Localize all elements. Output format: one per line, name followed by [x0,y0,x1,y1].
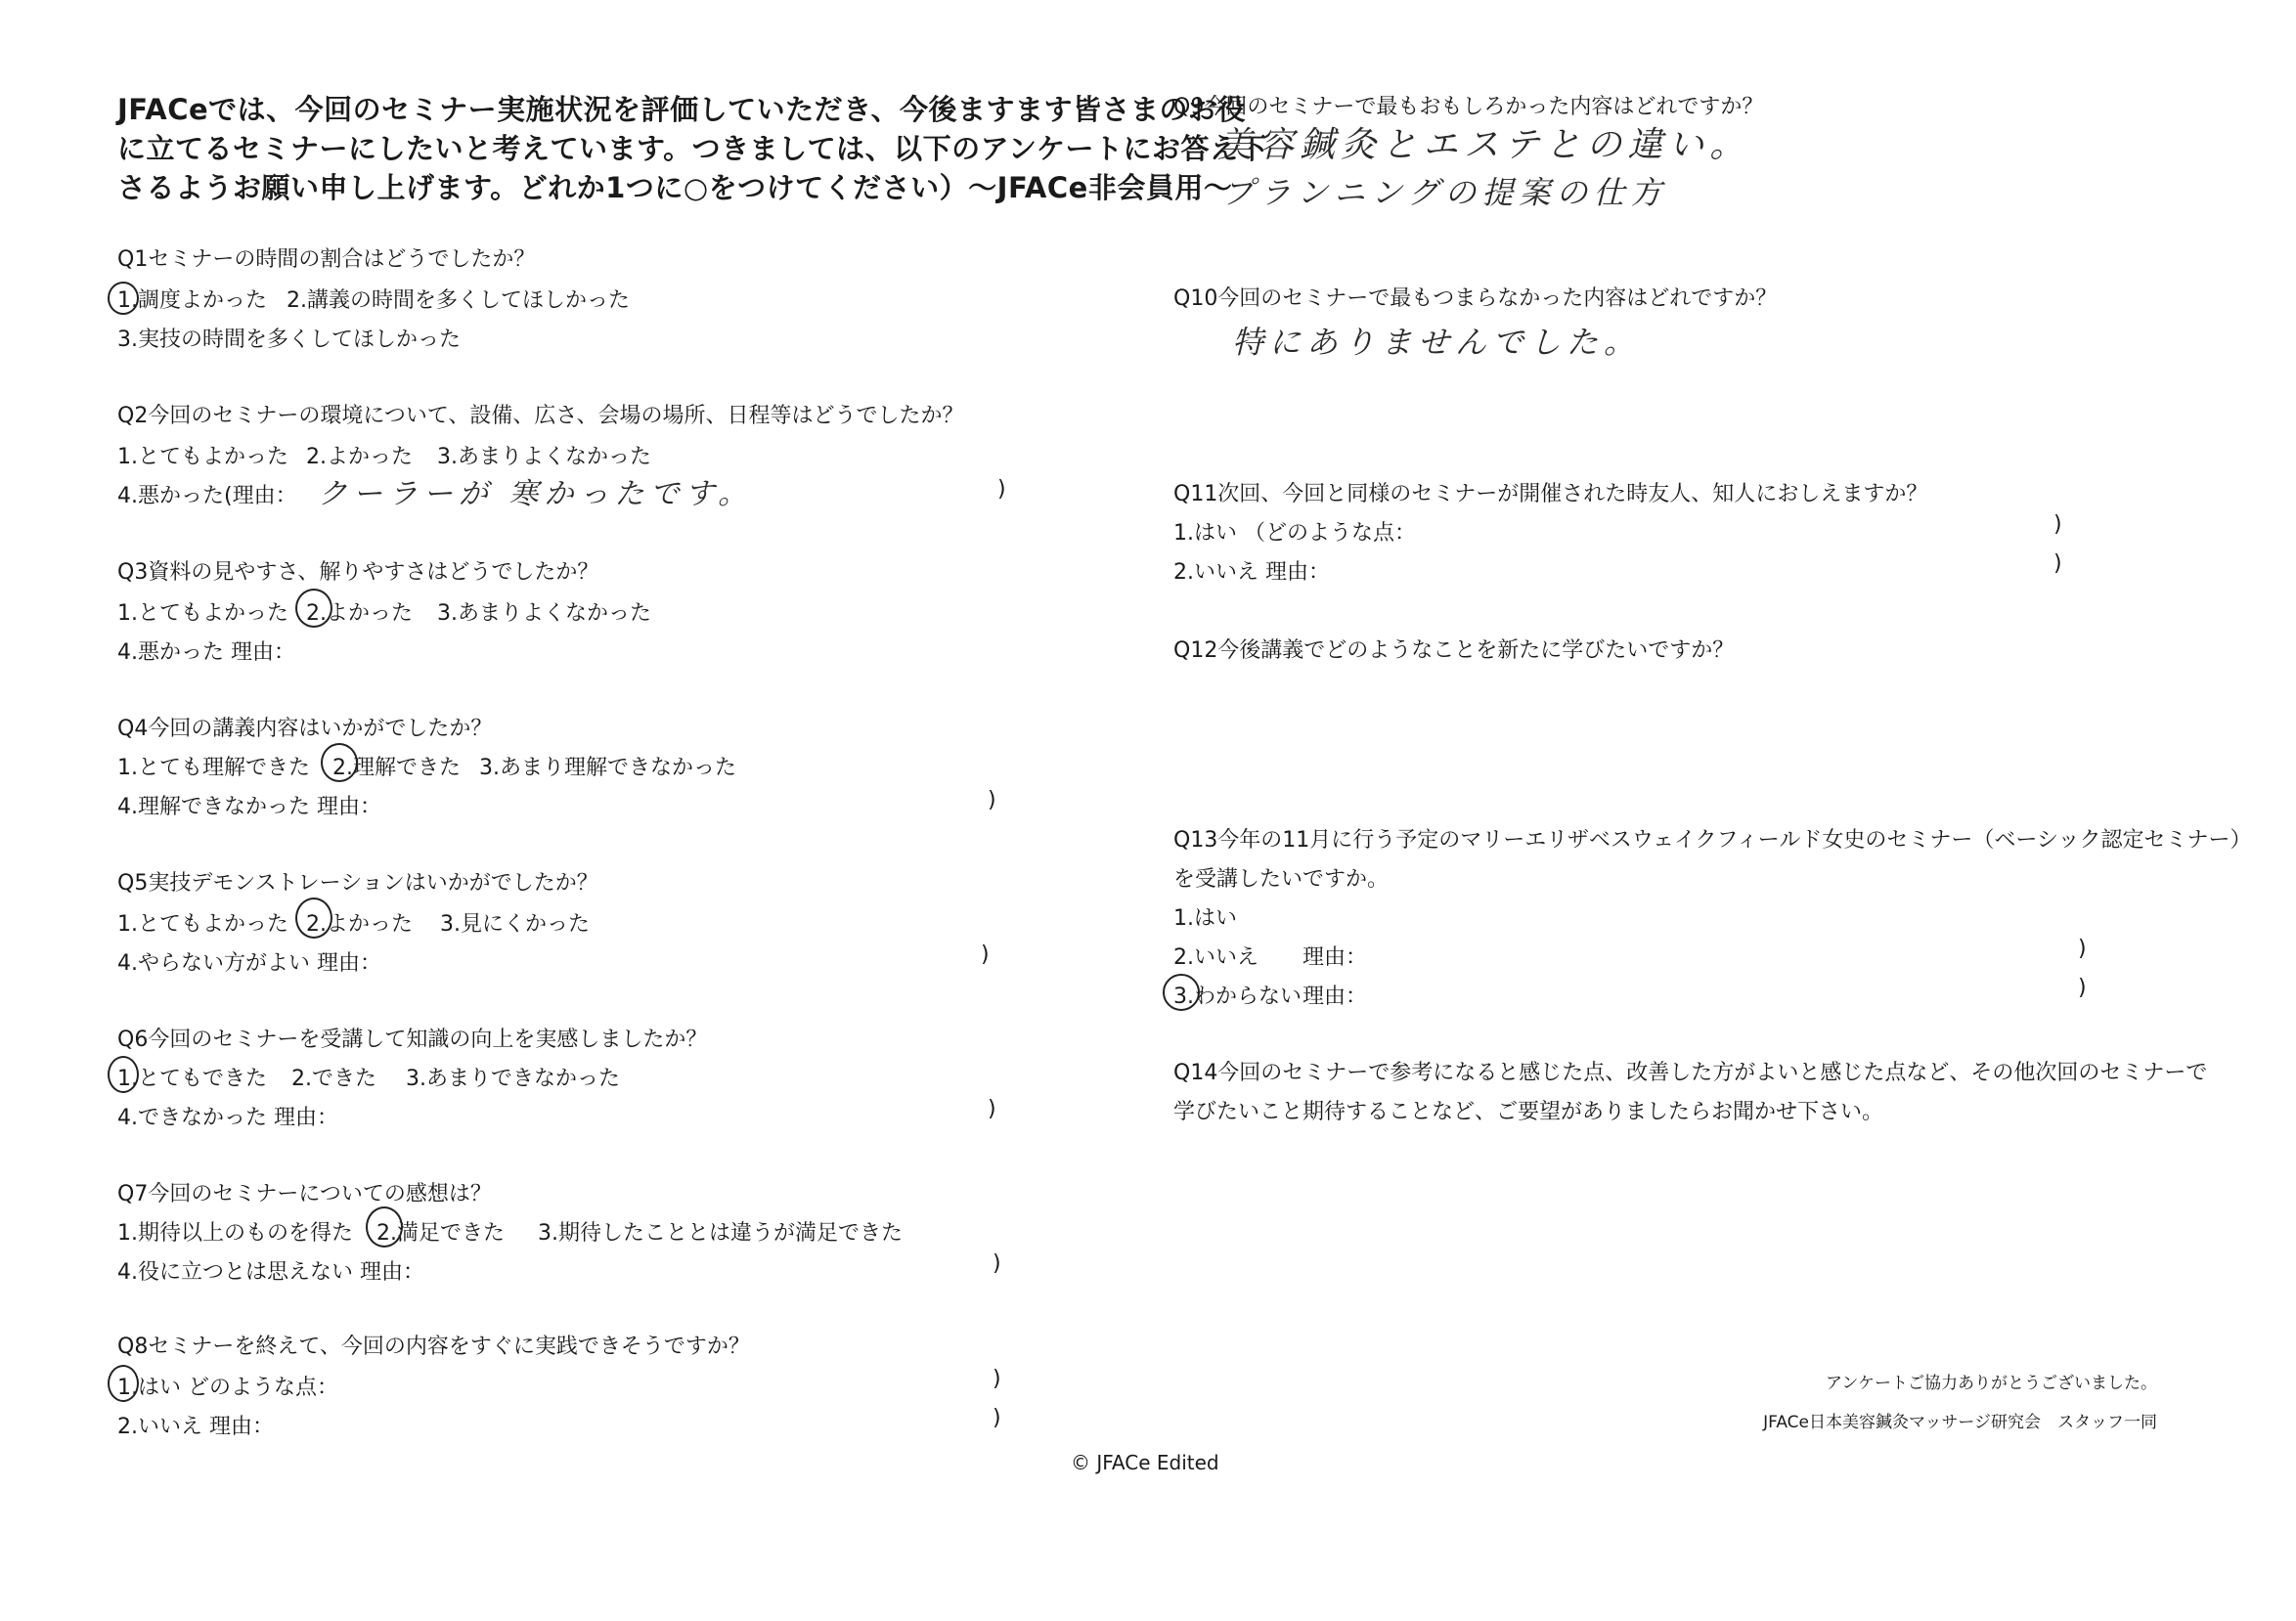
q13-option-3[interactable]: 3.わからない [1173,985,1302,1009]
q7-close-paren: ) [993,1251,1001,1276]
intro-line-1: JFACeでは、今回のセミナー実施状況を評価していただき、今後ますます皆さまのお役 [117,93,1247,126]
q1-title: Q1セミナーの時間の割合はどうでしたか？ [117,247,536,272]
q2-option-3[interactable]: 3.あまりよくなかった [437,445,651,469]
q13-option-2[interactable]: 2.いいえ [1173,945,1258,970]
q14-title-line-2: 学びたいこと期待することなど、ご要望がありましたらお聞かせ下さい。 [1173,1100,1884,1124]
q3-option-1[interactable]: 1.とてもよかった [117,601,288,626]
q4-option-3[interactable]: 3.あまり理解できなかった [479,756,736,780]
q5-option-3[interactable]: 3.見にくかった [440,912,590,937]
q9-handwritten-answer-1: 美容鍼灸とエステとの違い。 [1217,125,1751,165]
q5-option-2[interactable]: 2.よかった [306,912,413,937]
q4-option-4[interactable]: 4.理解できなかった 理由： [117,795,381,819]
thanks-note: アンケートご協力ありがとうございました。 [1826,1374,2157,1393]
intro-line-3: さるようお願い申し上げます。どれか1つに○をつけてください）～JFACe非会員用～ [117,171,1233,204]
q14-title-line-1: Q14今回のセミナーで参考になると感じた点、改善した方がよいと感じた点など、その他次回のセミナーで [1173,1061,2208,1085]
q1-option-3[interactable]: 3.実技の時間を多くしてほしかった [117,328,461,352]
q7-option-1[interactable]: 1.期待以上のものを得た [117,1221,353,1246]
q4-close-paren: ) [988,788,996,812]
q5-close-paren: ) [981,942,990,967]
q11-option-1[interactable]: 1.はい （どのような点： [1173,521,1416,546]
intro-line-2: に立てるセミナーにしたいと考えています。つきましては、以下のアンケートにお答え下 [117,132,1267,165]
q8-option-1[interactable]: 1.はい どのような点： [117,1376,338,1400]
q13-reason-2: 理由： [1303,945,1368,970]
q4-option-2[interactable]: 2.理解できた [332,756,461,780]
q2-option-2[interactable]: 2.よかった [306,445,413,469]
q4-title: Q4今回の講義内容はいかがでしたか？ [117,717,493,741]
q11-option-2[interactable]: 2.いいえ 理由： [1173,560,1330,585]
q1-option-2[interactable]: 2.講義の時間を多くしてほしかった [287,288,630,313]
copyright-notice: © JFACe Edited [1071,1451,1219,1474]
q13-close-paren-2: ) [2078,937,2087,961]
q2-close-paren: ) [997,477,1006,502]
q11-close-paren-2: ) [2053,551,2062,576]
q3-title: Q3資料の見やすさ、解りやすさはどうでしたか？ [117,560,599,585]
q6-option-4[interactable]: 4.できなかった 理由： [117,1106,338,1130]
q7-title: Q7今回のセミナーについての感想は？ [117,1182,492,1206]
q8-title: Q8セミナーを終えて、今回の内容をすぐに実践できそうですか？ [117,1335,750,1359]
answer-circle-mark [108,1365,139,1402]
q8-option-2[interactable]: 2.いいえ 理由： [117,1415,274,1439]
q8-close-paren-2: ) [993,1406,1001,1430]
q13-reason-3: 理由： [1303,985,1368,1009]
q8-close-paren-1: ) [993,1367,1001,1391]
q13-title: Q13今年の11月に行う予定のマリーエリザベスウェイクフィールド女史のセミナー（ベーシック認定セミナー） [1173,828,2252,853]
answer-circle-mark [108,282,139,315]
answer-circle-mark [108,1056,139,1093]
q12-title: Q12今後講義でどのようなことを新たに学びたいですか？ [1173,638,1735,663]
q3-option-4[interactable]: 4.悪かった 理由： [117,640,295,665]
q1-option-1[interactable]: 1.調度よかった [117,288,267,313]
q13-option-1[interactable]: 1.はい [1173,906,1237,931]
q2-option-1[interactable]: 1.とてもよかった [117,445,288,469]
q7-option-4[interactable]: 4.役に立つとは思えない 理由： [117,1260,424,1285]
q6-option-1[interactable]: 1.とてもできた [117,1067,267,1091]
q4-option-1[interactable]: 1.とても理解できた [117,756,310,780]
answer-circle-mark [321,743,358,782]
q9-title: Q9今回のセミナーで最もおもしろかった内容はどれですか？ [1173,95,1764,119]
q5-option-1[interactable]: 1.とてもよかった [117,912,288,937]
answer-circle-mark [366,1206,403,1248]
organization-signature: JFACe日本美容鍼灸マッサージ研究会 スタッフ一同 [1763,1413,2157,1432]
q7-option-2[interactable]: 2.満足できた [376,1221,505,1246]
q10-handwritten-answer: 特にありませんでした。 [1232,324,1642,361]
answer-circle-mark [295,898,332,939]
q13-title-2: を受講したいですか。 [1173,867,1390,892]
q13-close-paren-3: ) [2078,976,2087,1000]
q7-option-3[interactable]: 3.期待したこととは違うが満足できた [538,1221,903,1246]
q2-option-4[interactable]: 4.悪かった(理由： [117,484,297,508]
q5-title: Q5実技デモンストレーションはいかがでしたか？ [117,871,598,896]
q3-option-3[interactable]: 3.あまりよくなかった [437,601,651,626]
q3-option-2[interactable]: 2.よかった [306,601,413,626]
q6-close-paren: ) [988,1097,996,1121]
q6-option-2[interactable]: 2.できた [291,1067,376,1091]
q5-option-4[interactable]: 4.やらない方がよい 理由： [117,951,381,976]
q11-close-paren-1: ) [2053,512,2062,537]
q2-title: Q2今回のセミナーの環境について、設備、広さ、会場の場所、日程等はどうでしたか？ [117,404,964,428]
q11-title: Q11次回、今回と同様のセミナーが開催された時友人、知人におしえますか？ [1173,482,1928,506]
answer-circle-mark [295,589,332,628]
q2-handwritten-reason: クーラーが 寒かったです。 [318,477,754,511]
q9-handwritten-answer-2: プランニングの提案の仕方 [1222,174,1668,211]
q6-title: Q6今回のセミナーを受講して知識の向上を実感しましたか？ [117,1028,708,1052]
q6-option-3[interactable]: 3.あまりできなかった [406,1067,620,1091]
answer-circle-mark [1163,974,1200,1011]
q10-title: Q10今回のセミナーで最もつまらなかった内容はどれですか？ [1173,286,1778,311]
